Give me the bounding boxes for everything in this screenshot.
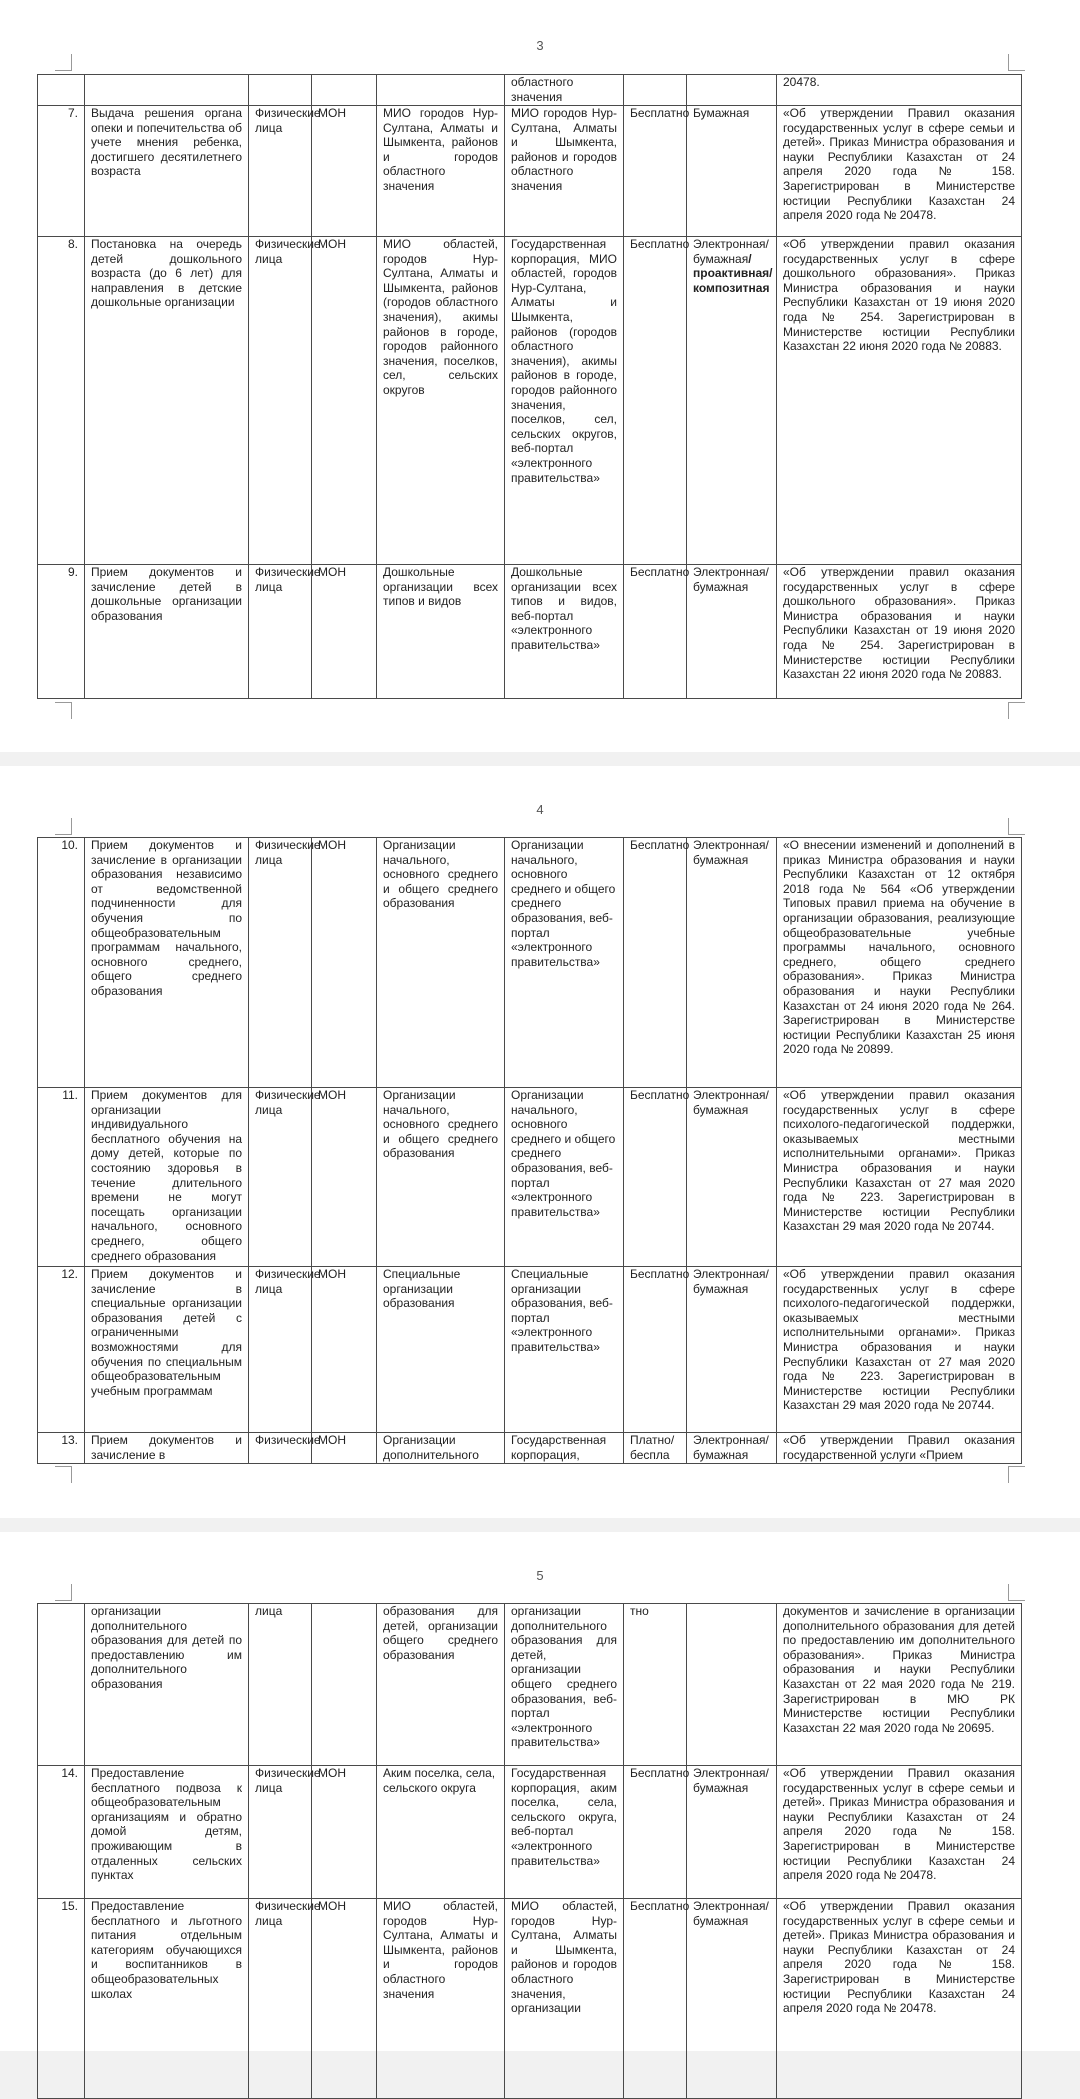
legal-act: «О внесении изменений и дополнений в приказ Министра образования и науки Республики Казахстан от 12 октября 2018 года № 564 «Об утверждении Типовых правил приема на обучение в организации образования, реализующие общеобразовательные учебные программы начального, основного среднего, общего среднего образования». Приказ Министра образования и науки Республики Казахстан от 24 июня 2020 года № 264. Зарегистрирован в Министерстве юстиции Республики Казахстан 25 июня 2020 года № 20899. (777, 838, 1022, 1088)
page-corner-mark (55, 54, 72, 71)
page-corner-mark (1008, 1466, 1025, 1483)
form: Электронная/бумажная (687, 1899, 777, 2099)
agency: МОН (312, 1766, 377, 1899)
recipient: Физические лица (249, 1766, 312, 1899)
page-number: 5 (536, 1568, 544, 1583)
agency: МОН (312, 1088, 377, 1267)
recipient: Физические лица (249, 1088, 312, 1267)
form: Электронная/бумажная (687, 1766, 777, 1899)
agency: МОН (312, 1433, 377, 1464)
agency: МОН (312, 1899, 377, 2099)
recipient: Физические лица (249, 106, 312, 237)
recipient: Физические лица (249, 1267, 312, 1433)
page-corner-mark (55, 702, 72, 719)
agency: МОН (312, 1267, 377, 1433)
service-channel: Специальные организации образования, веб-портал «электронного правительства» (505, 1267, 624, 1433)
recipient: лица (249, 1604, 312, 1766)
recipient: Физические лица (249, 1899, 312, 2099)
service-provider: Дошкольные организации всех типов и видов (377, 565, 505, 699)
service-name: Прием документов и зачисление в организации образования независимо от ведомственной подчиненности для обучения по общеобразовательным программам начального, основного среднего, общего среднего образования (85, 838, 249, 1088)
service-channel: Государственная корпорация, аким поселка, села, сельского округа, веб-портал «электронного правительства» (505, 1766, 624, 1899)
cost: Бесплатно (624, 106, 687, 237)
legal-act: документов и зачисление в организации дополнительного образования для детей по предоставлению им дополнительного образования». Приказ Министра образования и науки Республики Казахстан от 22 мая 2020 года № 219. Зарегистрирован в МЮ РК Министерстве юстиции Республики Казахстан 22 мая 2020 года № 20695. (777, 1604, 1022, 1766)
service-channel: Государственная корпорация, (505, 1433, 624, 1464)
legal-act: «Об утверждении Правил оказания государственных услуг в сфере семьи и детей». Приказ Министра образования и науки Республики Казахстан от 24 апреля 2020 года № 158. Зарегистрирован в Министерстве юстиции Республики Казахстан 24 апреля 2020 года № 20478. (777, 1766, 1022, 1899)
service-name: Прием документов и зачисление детей в дошкольные организации образования (85, 565, 249, 699)
services-table (37, 837, 1022, 1464)
service-channel: Дошкольные организации всех типов и видов, веб-портал «электронного правительства» (505, 565, 624, 699)
row-number: 11. (38, 1088, 85, 1267)
form (687, 1604, 777, 1766)
form: Электронная/бумажная (687, 1088, 777, 1267)
recipient: Физические лица (249, 237, 312, 565)
recipient: Физические лица (249, 565, 312, 699)
legal-act: «Об утверждении Правил оказания государственных услуг в сфере семьи и детей». Приказ Министра образования и науки Республики Казахстан от 24 апреля 2020 года № 158. Зарегистрирован в Министерстве юстиции Республики Казахстан 24 апреля 2020 года № 20478. (777, 106, 1022, 237)
cost: тно (624, 1604, 687, 1766)
page-corner-mark (1008, 1584, 1025, 1601)
recipient: Физические (249, 1433, 312, 1464)
table-row (38, 1433, 1022, 1464)
legal-act: «Об утверждении правил оказания государственных услуг в сфере дошкольного образования». Приказ Министра образования и науки Республики Казахстан от 19 июня 2020 года № 254. Зарегистрирован в Министерстве юстиции Республики Казахстан 22 июня 2020 года № 20883. (777, 237, 1022, 565)
service-provider: Организации начального, основного среднего и общего среднего образования (377, 1088, 505, 1267)
service-name: Прием документов и зачисление в (85, 1433, 249, 1464)
cost: Бесплатно (624, 1088, 687, 1267)
service-channel: Организации начального, основного среднего и общего среднего образования, веб-портал «электронного правительства» (505, 838, 624, 1088)
legal-act: «Об утверждении правил оказания государственных услуг в сфере психолого-педагогической поддержки, оказываемых местными исполнительными органами». Приказ Министра образования и науки Республики Казахстан от 27 мая 2020 года № 223. Зарегистрирован в Министерстве юстиции Республики Казахстан 29 мая 2020 года № 20744. (777, 1267, 1022, 1433)
legal-act: «Об утверждении правил оказания государственных услуг в сфере дошкольного образования». Приказ Министра образования и науки Республики Казахстан от 19 июня 2020 года № 254. Зарегистрирован в Министерстве юстиции Республики Казахстан 22 июня 2020 года № 20883. (777, 565, 1022, 699)
page-number: 4 (536, 802, 544, 817)
agency: МОН (312, 565, 377, 699)
service-name: Прием документов и зачисление в специальные организации образования детей с ограниченными возможностями для обучения по специальным общеобразовательным учебным программам (85, 1267, 249, 1433)
service-provider: МИО областей, городов Нур-Султана, Алматы и Шымкента, районов (городов областного значения), акимы районов в городе, городов районного значения, поселков, сел, сельских округов (377, 237, 505, 565)
service-channel: МИО городов Нур-Султана, Алматы и Шымкента, районов и городов областного значения (505, 106, 624, 237)
legal-act: 20478. (777, 75, 1022, 106)
form: Электронная/бумажная (687, 838, 777, 1088)
service-provider: Аким поселка, села, сельского округа (377, 1766, 505, 1899)
cost: Бесплатно (624, 565, 687, 699)
document-page-3 (0, 0, 1080, 752)
agency: МОН (312, 838, 377, 1088)
table-row (38, 1766, 1022, 1899)
cost (624, 75, 687, 106)
agency: МОН (312, 237, 377, 565)
form: Электронная/бумажная (687, 565, 777, 699)
service-provider: МИО городов Нур-Султана, Алматы и Шымкента, районов и городов областного значения (377, 106, 505, 237)
legal-act: «Об утверждении Правил оказания государственной услуги «Прием (777, 1433, 1022, 1464)
form-text: Электронная/бумажная (693, 237, 769, 266)
service-name (85, 75, 249, 106)
service-channel: организации дополнительного образования для детей, организации общего среднего образования, веб-портал «электронного правительства» (505, 1604, 624, 1766)
row-number: 7. (38, 106, 85, 237)
row-number (38, 75, 85, 106)
page-corner-mark (1008, 702, 1025, 719)
service-name: Постановка на очередь детей дошкольного возраста (до 6 лет) для направления в детские дошкольные организации (85, 237, 249, 565)
service-name: Предоставление бесплатного подвоза к общеобразовательным организациям и обратно домой детям, проживающим в отдаленных сельских пунктах (85, 1766, 249, 1899)
page-number: 3 (536, 38, 544, 53)
table-row (38, 565, 1022, 699)
agency (312, 1604, 377, 1766)
page-corner-mark (55, 818, 72, 835)
form-text-bold: /проактивная/композитная (693, 251, 773, 295)
page-corner-mark (1008, 54, 1025, 71)
row-number: 14. (38, 1766, 85, 1899)
agency (312, 75, 377, 106)
recipient (249, 75, 312, 106)
service-provider: Специальные организации образования (377, 1267, 505, 1433)
service-provider: МИО областей, городов Нур-Султана, Алматы и Шымкента, районов и городов областного значения (377, 1899, 505, 2099)
row-number: 8. (38, 237, 85, 565)
services-table (37, 1603, 1022, 2099)
service-provider: образования для детей, организации общего среднего образования (377, 1604, 505, 1766)
service-name: организации дополнительного образования для детей по предоставлению им дополнительного образования (85, 1604, 249, 1766)
page-corner-mark (55, 1584, 72, 1601)
service-channel: МИО областей, городов Нур-Султана, Алматы и Шымкента, районов и городов областного значения, организации (505, 1899, 624, 2099)
row-number: 9. (38, 565, 85, 699)
legal-act: «Об утверждении Правил оказания государственных услуг в сфере семьи и детей». Приказ Министра образования и науки Республики Казахстан от 24 апреля 2020 года № 158. Зарегистрирован в Министерстве юстиции Республики Казахстан 24 апреля 2020 года № 20478. (777, 1899, 1022, 2099)
service-name: Прием документов для организации индивидуального бесплатного обучения на дому детей, которые по состоянию здоровья в течение длительного времени не могут посещать организации начального, основного среднего, общего среднего образования (85, 1088, 249, 1267)
row-number: 10. (38, 838, 85, 1088)
service-channel: Государственная корпорация, МИО областей, городов Нур-Султана, Алматы и Шымкента, районов (городов областного значения), акимы районов в городе, городов районного значения, поселков, сел, сельских округов, веб-портал «электронного правительства» (505, 237, 624, 565)
cost: Бесплатно (624, 1899, 687, 2099)
row-number: 13. (38, 1433, 85, 1464)
services-table (37, 74, 1022, 699)
form: Бумажная (687, 106, 777, 237)
service-channel: Организации начального, основного среднего и общего среднего образования, веб-портал «электронного правительства» (505, 1088, 624, 1267)
form (687, 237, 777, 565)
page-corner-mark (55, 1466, 72, 1483)
table-row (38, 838, 1022, 1088)
document-page-5 (0, 1532, 1080, 2051)
table-row (38, 1604, 1022, 1766)
legal-act: «Об утверждении правил оказания государственных услуг в сфере психолого-педагогической поддержки, оказываемых местными исполнительными органами». Приказ Министра образования и науки Республики Казахстан от 27 мая 2020 года № 223. Зарегистрирован в Министерстве юстиции Республики Казахстан 29 мая 2020 года № 20744. (777, 1088, 1022, 1267)
agency: МОН (312, 106, 377, 237)
row-number: 12. (38, 1267, 85, 1433)
cost: Бесплатно (624, 1267, 687, 1433)
row-number: 15. (38, 1899, 85, 2099)
table-row (38, 106, 1022, 237)
service-channel: областного значения (505, 75, 624, 106)
table-row (38, 1899, 1022, 2099)
cost: Бесплатно (624, 237, 687, 565)
table-row (38, 1088, 1022, 1267)
form: Электронная/бумажная (687, 1267, 777, 1433)
cost: Бесплатно (624, 1766, 687, 1899)
service-provider: Организации начального, основного среднего и общего среднего образования (377, 838, 505, 1088)
table-row (38, 75, 1022, 106)
form: Электронная/бумажная (687, 1433, 777, 1464)
document-page-4 (0, 766, 1080, 1518)
service-name: Выдача решения органа опеки и попечительства об учете мнения ребенка, достигшего десятилетнего возраста (85, 106, 249, 237)
service-provider: Организации дополнительного (377, 1433, 505, 1464)
row-number (38, 1604, 85, 1766)
cost: Платно/беспла (624, 1433, 687, 1464)
cost: Бесплатно (624, 838, 687, 1088)
service-provider (377, 75, 505, 106)
recipient: Физические лица (249, 838, 312, 1088)
page-corner-mark (1008, 818, 1025, 835)
service-name: Предоставление бесплатного и льготного питания отдельным категориям обучающихся и воспитанников в общеобразовательных школах (85, 1899, 249, 2099)
form (687, 75, 777, 106)
table-row (38, 1267, 1022, 1433)
table-row (38, 237, 1022, 565)
